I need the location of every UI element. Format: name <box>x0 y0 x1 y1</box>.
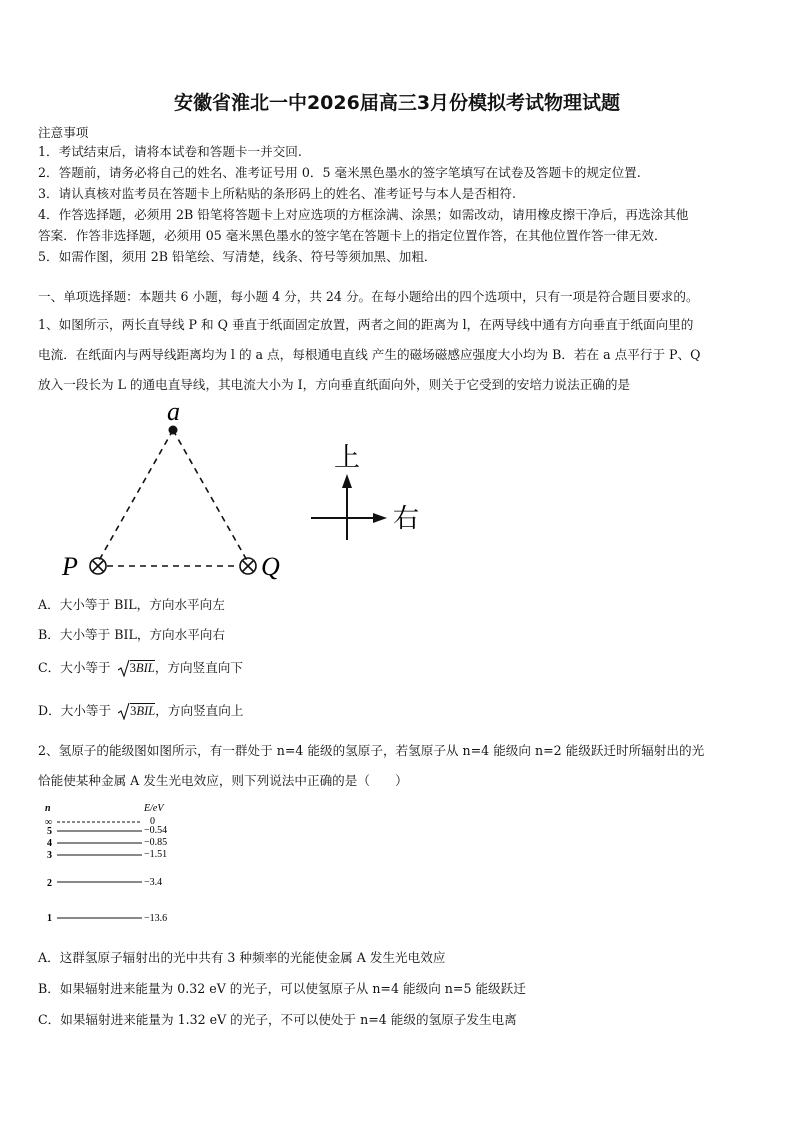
notice-item: 答案．作答非选择题，必须用 05 毫米黑色墨水的签字笔在答题卡上的指定位置作答，在其他位置作答一律无效． <box>38 228 667 243</box>
label-a: a <box>167 398 180 426</box>
level-energy: 0 <box>150 816 155 827</box>
sqrt-number: 3 <box>130 704 137 718</box>
q1-option-d <box>38 700 243 720</box>
option-d-prefix: D．大小等于 <box>38 703 112 718</box>
q2-option-a: A．这群氢原子辐射出的光中共有 3 种频率的光能使金属 A 发生光电效应 <box>38 950 446 965</box>
notice-item: 4．作答选择题，必须用 2B 铅笔将答题卡上对应选项的方框涂满、涂黑；如需改动，请用橡皮擦干净后，再选涂其他 <box>38 207 689 222</box>
level-energy: −0.54 <box>144 825 168 836</box>
arrow-up-icon <box>342 474 352 488</box>
level-energy: −0.85 <box>144 837 168 848</box>
notice-item: 5．如需作图，须用 2B 铅笔绘、写清楚，线条、符号等须加黑、加粗． <box>38 249 437 264</box>
label-right: 右 <box>393 504 420 533</box>
point-a-dot <box>169 426 178 435</box>
q1-triangle-figure <box>55 398 305 588</box>
sqrt-symbol-icon <box>118 702 130 720</box>
section-heading: 一、单项选择题：本题共 6 小题，每小题 4 分，共 24 分。在每小题给出的四个选项中，只有一项是符合题目要求的。 <box>38 289 699 304</box>
label-p: P <box>62 552 78 581</box>
axis-e-label: E/eV <box>144 803 164 814</box>
q2-stem-line: 2、氢原子的能级图如图所示，有一群处于 n=4 能级的氢原子，若氢原子从 n=4 能级向 n=2 能级跃迁时所辐射出的光 <box>38 743 705 758</box>
level-n: 1 <box>47 913 52 924</box>
level-n: 5 <box>47 826 52 837</box>
label-up: 上 <box>334 443 361 472</box>
wire-p-cross-icon <box>90 558 106 574</box>
q1-option-c <box>38 657 243 677</box>
q2-option-b: B．如果辐射进来能量为 0.32 eV 的光子，可以使氢原子从 n=4 能级向 n=5 能级跃迁 <box>38 981 526 996</box>
level-n: ∞ <box>45 817 53 828</box>
level-n: 4 <box>47 838 52 849</box>
level-energy: −13.6 <box>144 913 168 924</box>
sqrt-symbols: BIL <box>135 661 155 675</box>
option-c-suffix: ，方向竖直向下 <box>154 660 243 675</box>
level-n: 3 <box>47 850 52 861</box>
level-energy: −1.51 <box>144 849 168 860</box>
notice-item: 2．答题前，请务必将自己的姓名、准考证号用 0．5 毫米黑色墨水的签字笔填写在试卷及答题卡的规定位置. <box>38 165 641 180</box>
q2-option-c: C．如果辐射进来能量为 1.32 eV 的光子，不可以使处于 n=4 能级的氢原子发生电离 <box>38 1012 517 1027</box>
level-n: 2 <box>47 878 52 889</box>
sqrt-radicand <box>130 703 155 718</box>
sqrt-symbols: BIL <box>136 704 156 718</box>
label-q: Q <box>261 552 280 581</box>
option-d-suffix: ，方向竖直向上 <box>155 703 244 718</box>
option-c-prefix: C．大小等于 <box>38 660 111 675</box>
q1-stem-line: 电流．在纸面内与两导线距离均为 l 的 a 点，每根通电直线 产生的磁场磁感应强度大小均为 B．若在 a 点平行于 P、Q <box>38 347 701 362</box>
level-energy: −3.4 <box>144 877 163 888</box>
q1-option-a: A．大小等于 BIL，方向水平向左 <box>38 597 225 612</box>
energy-level-diagram <box>40 800 200 930</box>
notice-heading: 注意事项 <box>38 125 89 140</box>
notice-item: 1．考试结束后，请将本试卷和答题卡一并交回. <box>38 144 302 159</box>
axis-n-label: n <box>45 803 51 814</box>
sqrt-symbol-icon <box>118 659 130 677</box>
direction-indicator <box>305 440 435 550</box>
q2-stem-line: 恰能使某种金属 A 发生光电效应，则下列说法中正确的是（ ） <box>38 773 408 788</box>
page-title: 安徽省淮北一中2026届高三3月份模拟考试物理试题 <box>173 92 621 114</box>
sqrt-radicand <box>130 660 155 675</box>
q1-stem-line: 1、如图所示，两长直导线 P 和 Q 垂直于纸面固定放置，两者之间的距离为 l，在两导线中通有方向垂直于纸面向里的 <box>38 317 694 332</box>
q1-option-b: B．大小等于 BIL，方向水平向右 <box>38 627 225 642</box>
notice-item: 3．请认真核对监考员在答题卡上所粘贴的条形码上的姓名、准考证号与本人是否相符. <box>38 186 516 201</box>
arrow-right-icon <box>373 513 387 523</box>
wire-q-cross-icon <box>240 558 256 574</box>
sqrt-number: 3 <box>129 661 136 675</box>
q1-stem-line: 放入一段长为 L 的通电直导线，其电流大小为 I，方向垂直纸面向外，则关于它受到的安培力说法正确的是 <box>38 377 631 392</box>
